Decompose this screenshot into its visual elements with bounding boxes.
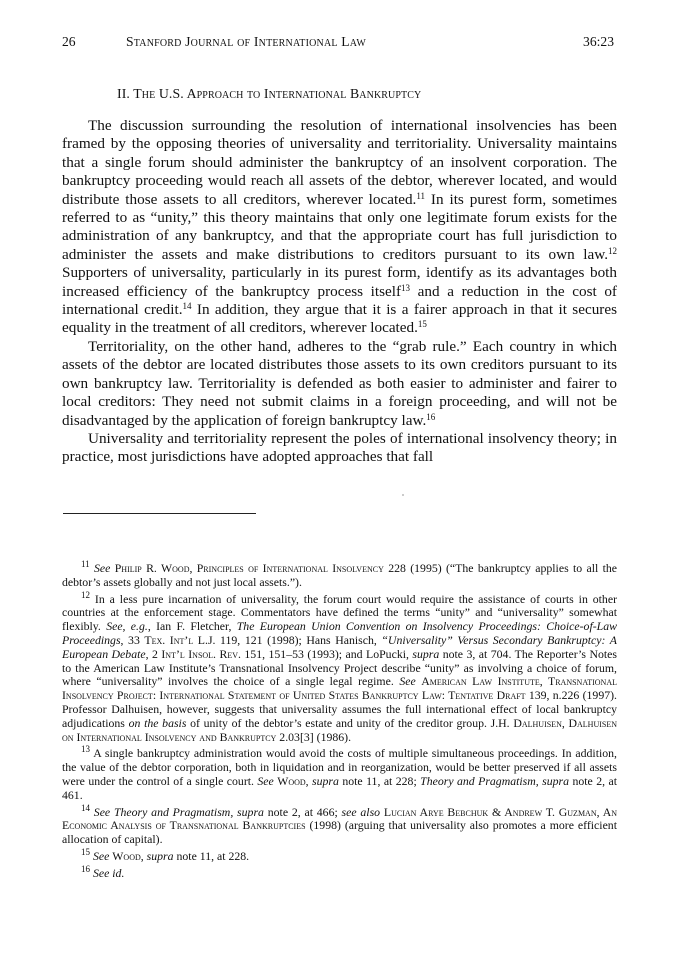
italic-run: on the basis bbox=[128, 715, 187, 730]
text-run: , bbox=[305, 773, 313, 788]
running-header bbox=[62, 34, 614, 54]
text-run: and a reduction in the cost of international credit. bbox=[62, 282, 617, 319]
text-run: of unity of the debtor’s estate and unity of the creditor group. J.H. bbox=[186, 715, 514, 730]
text-run: 119, 121 (1998); Hans Hanisch, bbox=[215, 632, 382, 647]
section-heading: II. The U.S. Approach to International Bankruptcy bbox=[117, 86, 422, 101]
text-run: In its purest form, sometimes referred to as “unity,” this theory maintains that only one legitimate forum exists for the administration of any bankruptcy, and that the appropriate court has full jurisdiction to administer the assets and make distributions to creditors pursuant to its own law. bbox=[62, 190, 617, 263]
text-run: (1998) (arguing that universality also promotes a more efficient allocation of capital). bbox=[62, 818, 617, 847]
text-run: 228 (1995) (“The bankruptcy applies to all the debtor’s assets globally and not just local assets.”). bbox=[62, 561, 618, 589]
text-run: A single bankruptcy administration would avoid the costs of multiple simultaneous proceedings. In addition, the value of the debtor corporation, both in liquidation and in reorganization, would be better preserved if all assets were under the control of a single court. bbox=[62, 746, 617, 788]
footnote-ref: 12 bbox=[81, 589, 90, 600]
footnote-ref: 13 bbox=[401, 282, 411, 293]
page-number: 26 bbox=[62, 34, 76, 49]
footnote bbox=[62, 846, 617, 864]
italic-run: The European Union Convention on Insolvency Proceedings: Choice-of-Law Proceedings bbox=[62, 619, 617, 647]
small-caps-run: Wood bbox=[277, 773, 306, 788]
text-run: , bbox=[140, 848, 147, 863]
footnote-separator bbox=[63, 513, 256, 514]
text-run: note 2, at 461. bbox=[62, 773, 617, 802]
text-run: The discussion surrounding the resolution of international insolvencies has been framed by the opposing theories of universality and territoriality. Universality maintains that a single forum should administer the bankruptcy of an insolvent corporation. The bankruptcy proceeding would reach all assets of the debtor, wherever located, and would distribute those assets to all creditors, wherever located. bbox=[62, 117, 617, 208]
italic-run: See bbox=[257, 773, 274, 788]
italic-run: See bbox=[94, 561, 111, 575]
italic-run: “Universality” Versus Secondary Bankruptcy: A European Debate bbox=[62, 632, 617, 661]
italic-run: supra bbox=[146, 848, 174, 863]
footnotes bbox=[62, 559, 618, 884]
text-run: 2.03[3] (1986). bbox=[276, 729, 352, 744]
italic-run: see also bbox=[341, 804, 381, 819]
text-run: 139, n.226 (1997). Professor Dalhuisen, however, suggests that universality assumes the full international effect of local bankruptcy adjudications bbox=[62, 688, 618, 730]
body-paragraph bbox=[62, 117, 617, 338]
text-run: Supporters of universality, particularly in its purest form, identify as its advantages both increased efficiency of the bankruptcy process itself bbox=[62, 264, 617, 300]
footnote-ref: 11 bbox=[81, 559, 90, 569]
small-caps-run: American Law Institute, Transnational Insolvency Project: International Statement of United States Bankruptcy Law: Tentative Draft bbox=[62, 674, 617, 703]
volume-page-citation: 36:23 bbox=[583, 34, 614, 49]
footnote-ref: 13 bbox=[81, 744, 90, 755]
text-run: In a less pure incarnation of universality, the forum court would require the assistance of courts in other countries at the enforcement stage. Commentators have defined the terms “unity” and “universality” somewhat flexibly. bbox=[62, 591, 617, 634]
footnote-ref: 14 bbox=[81, 802, 90, 813]
italic-run: See id. bbox=[92, 865, 125, 880]
body-text bbox=[62, 117, 617, 467]
small-caps-run: Wood bbox=[112, 848, 141, 863]
journal-title: Stanford Journal of International Law bbox=[126, 34, 367, 49]
text-run: note 2, at 466; bbox=[263, 804, 342, 819]
text-run: Universality and territoriality represent the poles of international insolvency theory; in practice, most jurisdictions have adopted approaches that fall bbox=[62, 429, 617, 466]
small-caps-run: Tex. Int’l L.J. bbox=[144, 632, 216, 647]
small-caps-run: Int’l Insol. Rev. bbox=[161, 646, 241, 661]
small-caps-run: Philip R. Wood, Principles of International Insolvency bbox=[114, 561, 384, 575]
footnote-ref: 12 bbox=[608, 245, 617, 256]
small-caps-run: Lucian Arye Bebchuk & Andrew T. Guzman, An Economic Analysis of Transnational Bankruptcies bbox=[62, 804, 618, 833]
footnote bbox=[62, 559, 618, 590]
text-run: 151, 151–53 (1993); and LoPucki, bbox=[240, 646, 413, 661]
italic-run: Theory and Pragmatism, supra bbox=[420, 773, 570, 788]
footnote-ref: 15 bbox=[417, 319, 427, 330]
small-caps-run: Dalhuisen, Dalhuisen on International Insolvency and Bankruptcy bbox=[62, 715, 617, 744]
italic-run: supra bbox=[312, 773, 339, 788]
footnote bbox=[62, 802, 618, 847]
italic-run: See Theory and Pragmatism, supra bbox=[93, 804, 264, 819]
italic-run: supra bbox=[412, 646, 440, 661]
text-run: note 11, at 228; bbox=[338, 773, 421, 788]
footnote bbox=[62, 863, 617, 881]
italic-run: See, e.g. bbox=[106, 619, 148, 634]
body-paragraph bbox=[62, 338, 617, 430]
text-run: , 2 bbox=[145, 646, 162, 661]
footnote bbox=[62, 744, 617, 802]
footnote-ref: 16 bbox=[81, 863, 90, 874]
text-run: , 33 bbox=[120, 632, 145, 647]
text-run: note 3, at 704. The Reporter’s Notes to the American Law Institute’s Transnational Insolvency Project describe “unity” as involving a choice of forum, where “universality” involves the choice of a single legal regime. bbox=[62, 646, 617, 689]
footnote-ref: 15 bbox=[81, 846, 90, 857]
body-paragraph bbox=[62, 430, 617, 467]
footnote bbox=[62, 589, 618, 745]
footnote-ref: 14 bbox=[182, 301, 192, 312]
italic-run: See bbox=[92, 848, 110, 863]
footnote-ref: 11 bbox=[416, 190, 426, 201]
footnote-ref: 16 bbox=[426, 411, 436, 422]
text-run: In addition, they argue that it is a fairer approach in that it secures equality in the treatment of all creditors, wherever located. bbox=[62, 301, 617, 337]
text-run: Territoriality, on the other hand, adheres to the “grab rule.” Each country in which assets of the debtor are located distributes those assets to its own creditors pursuant to its own bankruptcy law. Territoriality is defended as both easier to administer and fairer to local creditors: They need not submit claims in a foreign proceeding, and will not be disadvantaged by the application of foreign bankruptcy law. bbox=[62, 337, 617, 429]
text-run: note 11, at 228. bbox=[173, 848, 250, 863]
italic-run: See bbox=[399, 674, 416, 689]
scan-speck bbox=[402, 494, 404, 496]
text-run: , Ian F. Fletcher, bbox=[147, 619, 237, 634]
